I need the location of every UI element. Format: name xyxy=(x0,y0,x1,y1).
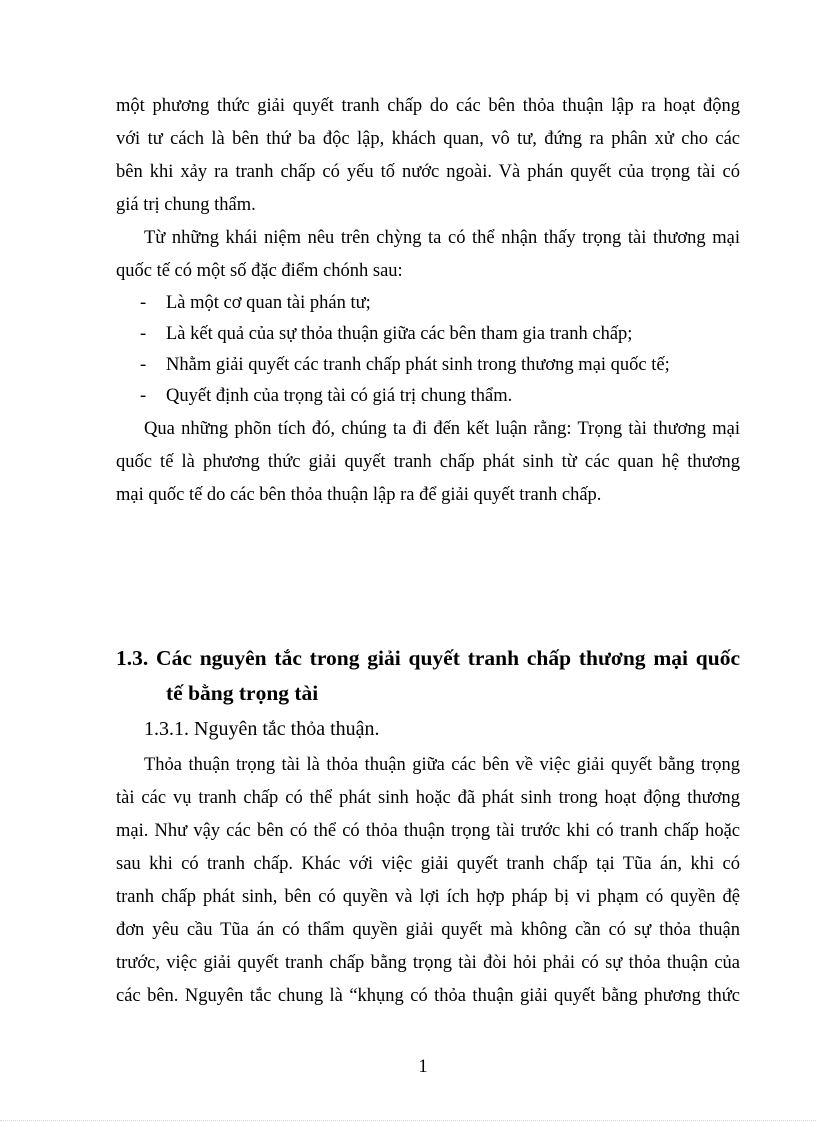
list-item-text: Là một cơ quan tài phán tư; xyxy=(166,293,371,313)
page-number: 1 xyxy=(418,1057,428,1077)
section-heading: 1.3. Các nguyên tắc trong giải quyết tranh chấp thương mại quốc xyxy=(116,646,740,670)
paragraph-line: mại quốc tế do các bên thỏa thuận lập ra để giải quyết tranh chấp. xyxy=(116,485,602,505)
bullet-marker: - xyxy=(140,386,147,406)
list-item-text: Là kết quả của sự thỏa thuận giữa các bên tham gia tranh chấp; xyxy=(166,324,633,344)
paragraph-line: trước, việc giải quyết tranh chấp bằng trọng tài đòi hỏi phải có sự thỏa thuận của xyxy=(116,953,740,973)
paragraph-line: Thỏa thuận trọng tài là thỏa thuận giữa các bên về việc giải quyết bằng trọng xyxy=(144,755,740,775)
paragraph-line: sau khi có tranh chấp. Khác với việc giải quyết tranh chấp tại Tũa án, khi có xyxy=(116,854,740,874)
page-bottom-divider xyxy=(0,1120,816,1121)
paragraph-line: tranh chấp phát sinh, bên có quyền và lợi ích hợp pháp bị vi phạm có quyền đệ xyxy=(116,887,740,907)
paragraph-line: đơn yêu cầu Tũa án có thẩm quyền giải quyết mà không cần có sự thỏa thuận xyxy=(116,920,740,940)
paragraph-line: mại. Như vậy các bên có thể có thỏa thuận trọng tài trước khi có tranh chấp hoặc xyxy=(116,821,740,841)
paragraph-line: Từ những khái niệm nêu trên chỳng ta có thể nhận thấy trọng tài thương mại xyxy=(144,228,740,248)
list-item-text: Quyết định của trọng tài có giá trị chung thẩm. xyxy=(166,386,513,406)
paragraph-line: các bên. Nguyên tắc chung là “khụng có thỏa thuận giải quyết bằng phương thức xyxy=(116,986,740,1006)
paragraph-line: Qua những phõn tích đó, chúng ta đi đến kết luận rằng: Trọng tài thương mại xyxy=(144,419,740,439)
paragraph-line: với tư cách là bên thứ ba độc lập, khách quan, vô tư, đứng ra phân xử cho các xyxy=(116,129,740,149)
paragraph-line: tài các vụ tranh chấp có thể phát sinh hoặc đã phát sinh trong hoạt động thương xyxy=(116,788,740,808)
paragraph-line: một phương thức giải quyết tranh chấp do các bên thỏa thuận lập ra hoạt động xyxy=(116,96,740,116)
paragraph-line: giá trị chung thẩm. xyxy=(116,195,256,215)
paragraph-line: quốc tế là phương thức giải quyết tranh chấp phát sinh từ các quan hệ thương xyxy=(116,452,740,472)
bullet-marker: - xyxy=(140,324,147,344)
list-item-text: Nhằm giải quyết các tranh chấp phát sinh trong thương mại quốc tế; xyxy=(166,355,670,375)
bullet-marker: - xyxy=(140,293,147,313)
paragraph-line: quốc tế có một số đặc điểm chónh sau: xyxy=(116,261,403,281)
paragraph-line: bên khi xảy ra tranh chấp có yếu tố nước ngoài. Và phán quyết của trọng tài có xyxy=(116,162,740,182)
section-heading-continuation: tế bằng trọng tài xyxy=(166,681,319,705)
bullet-marker: - xyxy=(140,355,147,375)
subsection-heading: 1.3.1. Nguyên tắc thỏa thuận. xyxy=(144,718,380,740)
